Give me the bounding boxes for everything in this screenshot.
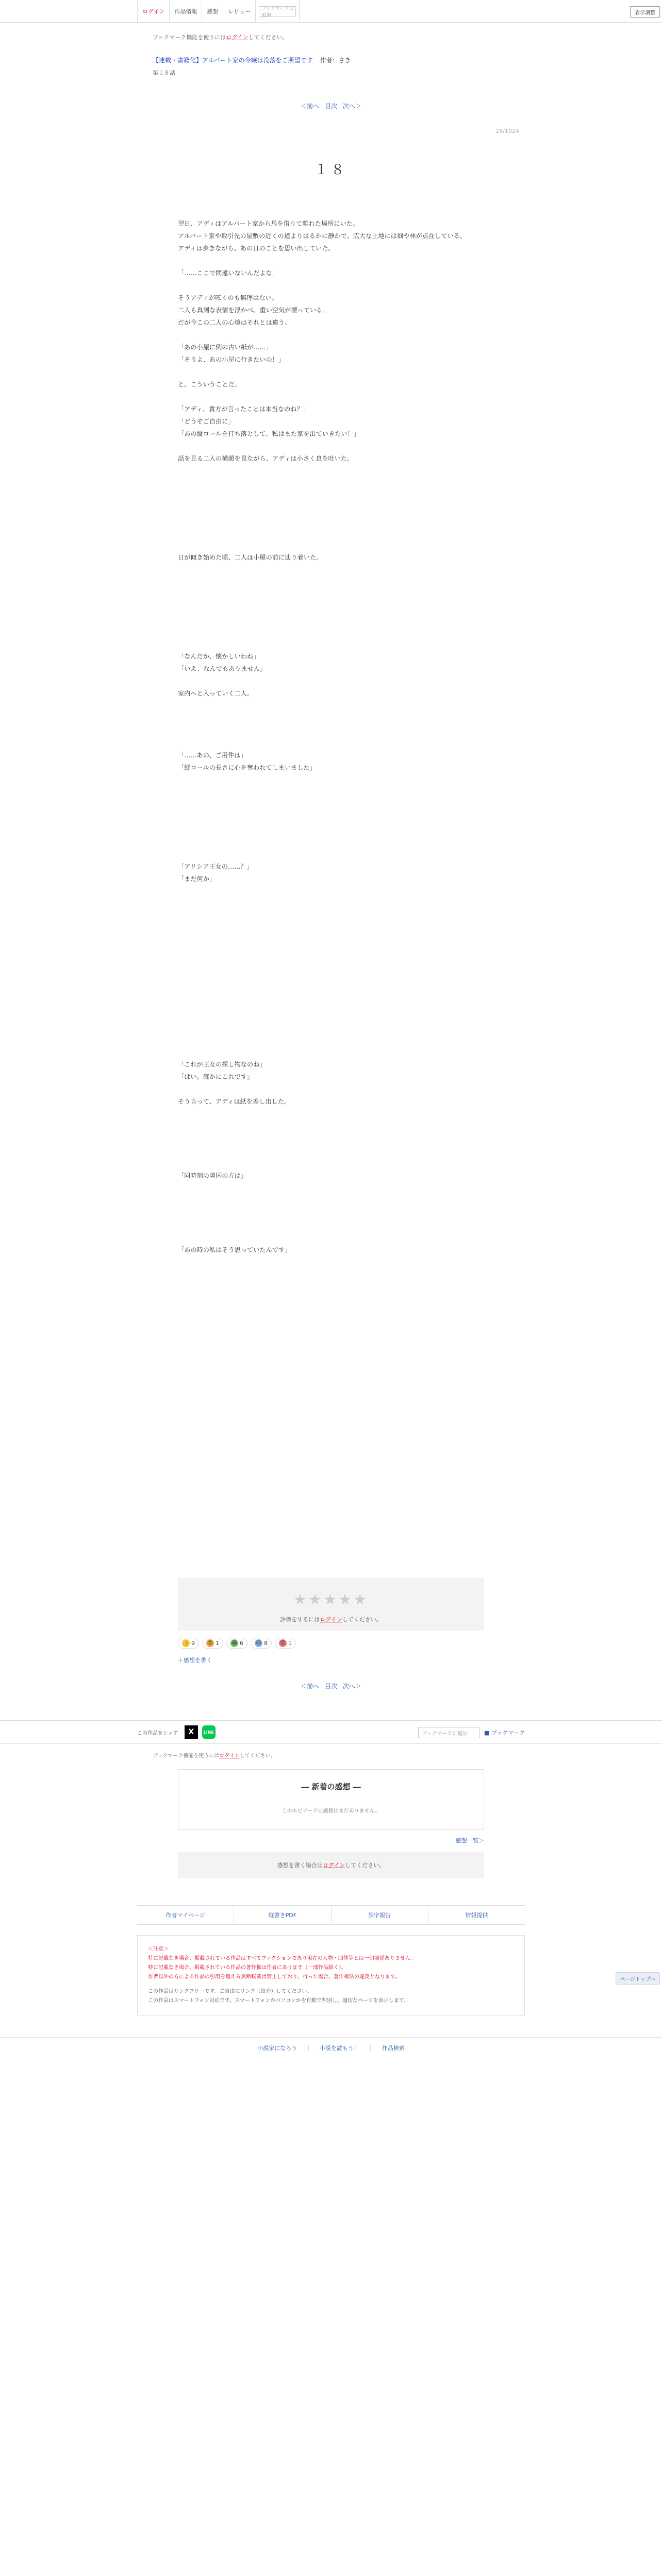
rating-prefix: 評価をするには — [280, 1616, 320, 1623]
body-paragraph — [178, 1318, 484, 1330]
imp-login-suffix: してください。 — [345, 1862, 385, 1869]
body-paragraph — [178, 836, 484, 848]
body-paragraph — [178, 1083, 484, 1095]
site-link-search[interactable]: 作品検索 — [382, 2044, 405, 2052]
body-paragraph — [178, 935, 484, 947]
author-page-link[interactable]: 作者マイページ — [137, 1906, 234, 1924]
body-paragraph — [178, 1343, 484, 1355]
impressions-title: ― 新着の感想 ― — [301, 1782, 361, 1791]
chapter-title: １８ — [314, 162, 347, 178]
body-paragraph — [178, 489, 484, 502]
footer-separator: | — [307, 2044, 309, 2051]
write-impression-link[interactable]: ＋感想を書く — [178, 1657, 212, 1664]
body-paragraph — [178, 799, 484, 811]
body-paragraph — [178, 1207, 484, 1219]
body-paragraph — [178, 1392, 484, 1404]
body-paragraph — [178, 638, 484, 650]
reaction-cry[interactable] — [251, 1638, 272, 1649]
body-paragraph — [178, 811, 484, 823]
laugh-icon: 😂 — [231, 1640, 238, 1646]
body-paragraph — [178, 440, 484, 452]
toc-link[interactable]: 目次 — [324, 103, 337, 110]
vertical-pdf-link[interactable]: 縦書きPDF — [234, 1906, 331, 1924]
body-paragraph — [178, 1145, 484, 1157]
body-paragraph: 日が傾き始めた頃、二人は小屋の前に辿り着いた。 — [178, 554, 323, 561]
rating-login-link[interactable]: ログイン — [320, 1616, 342, 1623]
body-paragraph — [178, 786, 484, 799]
reaction-count: 1 — [216, 1640, 219, 1647]
body-paragraph — [178, 897, 484, 910]
share-bar — [0, 1720, 662, 1744]
heart-eyes-icon: 😍 — [206, 1639, 214, 1647]
body-paragraph — [178, 1231, 484, 1244]
next-link[interactable]: 次へ＞ — [342, 103, 361, 110]
reaction-count: 9 — [191, 1640, 195, 1647]
chapter-label: 第１８話 — [153, 70, 175, 76]
body-paragraph: アルバート家や取引先の屋敷の近くの道よりはるかに静かで、広大な土地には畑や林が点在している。 — [178, 232, 467, 240]
body-paragraph: 「アリシア王女の……？」 — [178, 863, 253, 870]
body-paragraph: 「はい。確かにこれです」 — [178, 1073, 254, 1080]
reaction-count: 1 — [288, 1640, 292, 1647]
body-paragraph — [178, 564, 484, 576]
body-paragraph: 「いえ、なんでもありません」 — [178, 665, 267, 672]
body-paragraph: そう言って、アディは紙を差し出した。 — [178, 1098, 291, 1105]
body-paragraph — [178, 625, 484, 638]
reaction-laugh[interactable] — [226, 1638, 247, 1649]
imp-login-prefix: 感想を書く場合は — [277, 1862, 323, 1869]
body-paragraph — [178, 1132, 484, 1145]
thumbs-up-icon: 👍 — [183, 1640, 189, 1646]
caution-info: この作品はスマートフォン対応です。スマートフォンかパソコンかを自動で判別し、適切なページを表示します。 — [148, 1998, 409, 2004]
reaction-count: 8 — [264, 1640, 268, 1647]
body-paragraph: そうアディが呟くのも無理はない。 — [178, 294, 278, 301]
body-paragraph — [178, 1429, 484, 1442]
body-paragraph: 「……あの、ご用件は」 — [178, 752, 247, 759]
body-paragraph — [178, 885, 484, 897]
body-paragraph — [178, 1293, 484, 1306]
body-paragraph — [178, 1157, 484, 1170]
info-report-link[interactable]: 情報提供 — [465, 1912, 488, 1919]
body-paragraph: 「どうぞご自由に」 — [178, 418, 235, 425]
pager-bottom — [0, 1682, 662, 1690]
body-paragraph — [178, 1404, 484, 1417]
main-nav — [137, 0, 300, 22]
body-paragraph — [178, 1330, 484, 1343]
body-paragraph — [178, 910, 484, 922]
body-paragraph — [178, 1380, 484, 1392]
body-paragraph — [178, 675, 484, 687]
body-paragraph — [178, 366, 484, 378]
body-paragraph — [178, 1108, 484, 1120]
top-navigation-bar — [0, 0, 662, 23]
page-top-button[interactable]: ページトップへ — [616, 1972, 660, 1985]
body-paragraph: 「同時刻の隣国の方は」 — [178, 1172, 247, 1179]
caution-line: 作者以外の方による作品の引用を超える無断転載は禁止しており、行った場合、著作権法の違反となります。 — [148, 1974, 401, 1980]
body-paragraph — [178, 1306, 484, 1318]
review-link[interactable]: レビュー — [223, 0, 255, 23]
notice-suffix: してください。 — [248, 34, 288, 41]
body-paragraph: アディは歩きながら、あの日のことを思い出していた。 — [178, 245, 335, 252]
body-paragraph — [178, 502, 484, 514]
body-paragraph — [178, 959, 484, 972]
impressions-more-link[interactable]: 感想一覧＞ — [456, 1837, 484, 1844]
body-paragraph: だが今この二人の心境はそれとは違う、 — [178, 319, 291, 326]
body-paragraph — [178, 823, 484, 836]
body-paragraph — [178, 1355, 484, 1367]
cry-icon: 😢 — [255, 1639, 262, 1647]
body-paragraph — [178, 1281, 484, 1293]
body-paragraph — [178, 279, 484, 292]
body-paragraph: 「あの縦ロールを打ち落として、私はまた家を出ていきたい！」 — [178, 430, 360, 437]
bookmark-login-notice — [0, 23, 662, 41]
rating-stars[interactable]: ★★★★★ — [293, 1591, 369, 1608]
body-paragraph — [178, 1033, 484, 1046]
reaction-good[interactable] — [178, 1638, 199, 1649]
site-footer — [0, 2037, 662, 2058]
body-paragraph — [178, 465, 484, 477]
body-paragraph — [178, 329, 484, 341]
body-paragraph — [178, 984, 484, 996]
body-paragraph — [178, 947, 484, 959]
nav-bookmark-box[interactable]: ブックマークに追加 — [259, 6, 296, 16]
body-paragraph: 「アディ、貴方が言ったことは本当なのね？」 — [178, 405, 309, 413]
impressions-box — [178, 1769, 484, 1830]
impressions-link[interactable]: 感想 — [202, 0, 223, 23]
prev-link-bottom[interactable]: ＜前へ — [301, 1683, 320, 1690]
line-share-icon[interactable]: LINE — [202, 1725, 216, 1739]
body-paragraph — [178, 527, 484, 539]
body-paragraph — [178, 972, 484, 984]
body-paragraph: 翌日、アディはアルバート家から馬を借りて離れた場所にいた。 — [178, 220, 359, 227]
impressions-login-box — [178, 1852, 484, 1878]
body-paragraph — [178, 1256, 484, 1268]
body-paragraph: 室内へと入っていく二人。 — [178, 690, 254, 697]
caution-head: ＜注意＞ — [148, 1946, 169, 1952]
notice-prefix: ブックマーク機能を使うには — [153, 34, 226, 41]
body-paragraph — [178, 922, 484, 935]
body-paragraph — [178, 1120, 484, 1132]
body-paragraph — [178, 700, 484, 712]
display-settings-button[interactable]: 表示調整 — [630, 6, 660, 18]
reaction-count: 6 — [240, 1640, 243, 1647]
pager-top — [0, 101, 662, 110]
body-paragraph — [178, 1442, 484, 1454]
body-paragraph — [178, 255, 484, 267]
impressions-note: このエピソードに感想はまだありません。 — [282, 1808, 380, 1814]
body-paragraph — [178, 1417, 484, 1429]
typo-report-link[interactable]: 誤字報告 — [332, 1906, 428, 1924]
nav-bookmark-box-wrap — [255, 0, 300, 23]
notice-prefix: ブックマーク機能を使うには — [153, 1753, 220, 1759]
x-share-icon[interactable]: X — [185, 1725, 198, 1739]
novel-header — [0, 41, 662, 77]
body-paragraph: 「縦ロールの長さに心を奪われてしまいました」 — [178, 764, 316, 771]
body-paragraph: 話を見る二人の横顔を見ながら、アディは小さく息を吐いた。 — [178, 455, 354, 462]
rating-box — [178, 1578, 484, 1631]
share-label: この作品をシェア — [137, 1730, 178, 1736]
bookmark-box[interactable]: ブックマークに追加 — [418, 1727, 480, 1738]
body-paragraph: 「あの小屋に例の古い紙が……」 — [178, 344, 272, 351]
body-paragraph — [178, 539, 484, 551]
body-paragraph — [178, 613, 484, 625]
bookmark-area — [418, 1727, 525, 1738]
body-paragraph — [178, 1021, 484, 1033]
rating-note — [178, 1615, 484, 1623]
body-paragraph: 二人も真剣な表情を浮かべ、重い空気が漂っている。 — [178, 307, 329, 314]
body-paragraph — [178, 514, 484, 527]
imp-login-link[interactable]: ログイン — [322, 1862, 345, 1869]
page-number: 18/1024 — [495, 128, 519, 134]
body-paragraph: 「なんだか、懐かしいわね」 — [178, 653, 260, 660]
body-paragraph — [178, 601, 484, 613]
body-paragraph: 「……ここで間違いないんだよな」 — [178, 269, 278, 277]
notice-login-link[interactable]: ログイン — [226, 34, 249, 41]
body-paragraph — [178, 1194, 484, 1207]
notice-login-link[interactable]: ログイン — [219, 1753, 240, 1759]
body-paragraph — [178, 996, 484, 1009]
login-link[interactable]: ログイン — [137, 0, 169, 23]
body-paragraph — [178, 737, 484, 749]
body-paragraph: と、こういうことだ。 — [178, 381, 241, 388]
footer-links — [137, 1905, 525, 1925]
body-paragraph — [178, 477, 484, 489]
body-paragraph — [178, 1009, 484, 1021]
body-paragraph — [178, 576, 484, 588]
body-paragraph — [178, 774, 484, 786]
next-link-bottom[interactable]: 次へ＞ — [342, 1683, 361, 1690]
site-link-yomou[interactable]: 小説を読もう！ — [320, 2044, 359, 2052]
body-paragraph: 「これが王女の探し物なのね」 — [178, 1061, 266, 1068]
body-paragraph — [178, 712, 484, 724]
reaction-angry[interactable] — [275, 1638, 296, 1649]
body-paragraph: 「そうよ、あの小屋に行きたいの！」 — [178, 356, 285, 363]
bookmark-login-notice-bottom — [0, 1744, 662, 1759]
bookmark-link[interactable]: ■ ブックマーク — [484, 1730, 525, 1736]
body-paragraph — [178, 1219, 484, 1231]
body-paragraph: 「あの時の私はそう思っていたんです」 — [178, 1246, 291, 1253]
caution-line: 特に記載なき場合、掲載されている作品はすべてフィクションであり実在の人物・団体等とは一切関係ありません。 — [148, 1956, 416, 1961]
body-paragraph — [178, 1182, 484, 1194]
body-paragraph — [178, 724, 484, 737]
novel-author: 作者：さき — [320, 57, 351, 64]
body-paragraph — [178, 848, 484, 860]
notice-suffix: してください。 — [239, 1753, 276, 1759]
footer-separator: | — [370, 2044, 372, 2051]
chapter-body — [178, 217, 484, 1454]
work-info-link[interactable]: 作品情報 — [169, 0, 202, 23]
prev-link[interactable]: ＜前へ — [301, 103, 320, 110]
reaction-love[interactable] — [202, 1638, 223, 1649]
body-paragraph — [178, 391, 484, 403]
angry-icon: 😡 — [279, 1639, 287, 1647]
site-link-narou[interactable]: 小説家になろう — [257, 2044, 297, 2052]
toc-link-bottom[interactable]: 目次 — [324, 1683, 337, 1690]
body-paragraph — [178, 1367, 484, 1380]
novel-title-link[interactable]: 【連載・書籍化】アルバート家の令嬢は没落をご所望です — [153, 57, 313, 64]
rating-suffix: してください。 — [342, 1616, 382, 1623]
body-paragraph — [178, 588, 484, 601]
body-paragraph — [178, 1046, 484, 1058]
body-paragraph — [178, 1268, 484, 1281]
reactions-row — [178, 1638, 484, 1649]
caution-info: この作品はリンクフリーです。ご自由にリンク（紹介）してください。 — [148, 1989, 312, 1994]
body-paragraph: 「まだ何か」 — [178, 875, 216, 883]
caution-box — [137, 1935, 525, 2015]
caution-line: 特に記載なき場合、掲載されている作品の著作権は作者にあります（一部作品除く）。 — [148, 1965, 346, 1971]
